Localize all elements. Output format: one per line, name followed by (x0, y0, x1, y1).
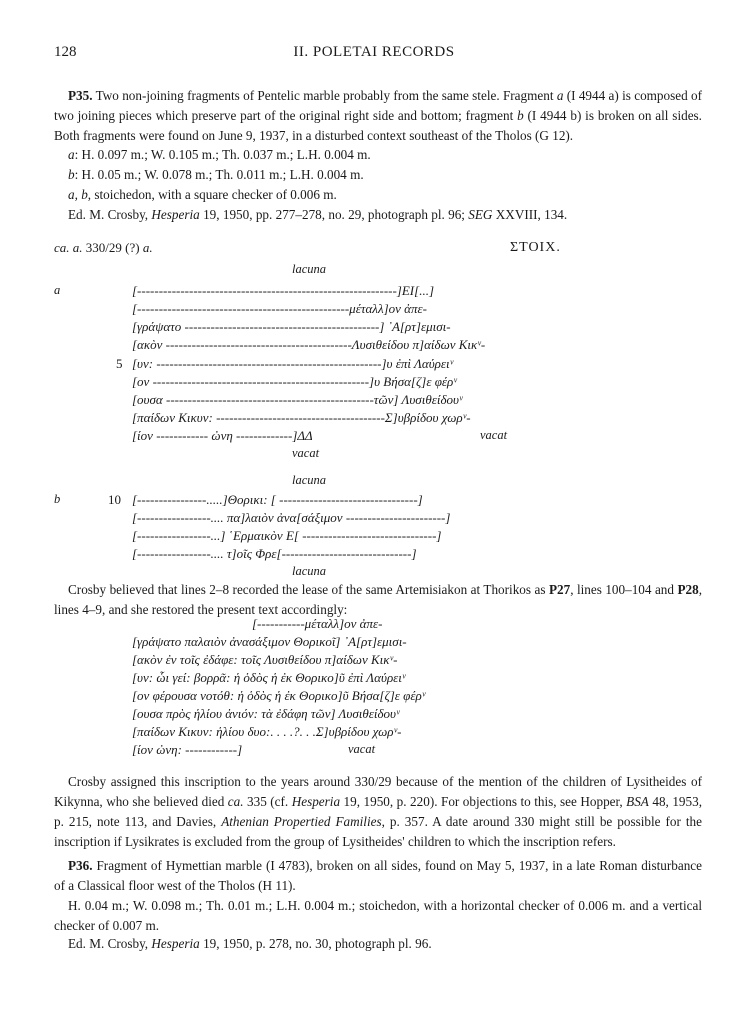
inscription-line: [ακὸν -------------------------------------------Λυσιθείδου π]αίδων Κικᵛ- (132, 337, 486, 352)
restoration-line: [ίον ὠνη: ------------] (132, 742, 243, 757)
line-number: 5 (116, 356, 123, 371)
p35-stoich: a, b, stoichedon, with a square checker of 0.006 m. (68, 187, 337, 202)
p36-id: P36. (68, 858, 93, 873)
fragment-a-label: a (54, 283, 61, 297)
p35-intro: P35. Two non-joining fragments of Pentelic marble probably from the same stele. Fragment a (I 4944 a) is composed of two joining pieces which preserve part of the original right side and bottom; fragment b (I 4944 b) is broken on all sides. Both fragments were found on June 9, 1937, in a disturbed context southeast of the Tholos (G 12). (54, 88, 702, 143)
p36-edition: Ed. M. Crosby, Hesperia 19, 1950, p. 278, no. 30, photograph pl. 96. (68, 936, 432, 951)
restoration-line: [γράψατο παλαιὸν ἀνασάξιμον Θορικοῖ] ᾽Α[ρτ]εμισι- (132, 634, 407, 649)
commentary-paragraph: Crosby believed that lines 2–8 recorded the lease of the same Artemisiakon at Thorikos as P27, lines 100–104 and P28, lines 4–9, and she restored the present text accordingly: (54, 582, 702, 617)
restoration-line: [υν: ὧι γεί: βορρᾶ: ἡ ὁδὸς ἡ ἐκ Θορικο]ῦ ἐπὶ Λαύρειᵛ (132, 670, 406, 685)
line-number: 10 (108, 492, 121, 507)
commentary-paragraph: Crosby assigned this inscription to the years around 330/29 because of the mention of the children of Lysitheides of Kikynna, who she believed died ca. 335 (cf. Hesperia 19, 1950, p. 220). For objections to this, see Hopper, BSA 48, 1953, p. 215, note 113, and Davies, Athenian Propertied Families, p. 357. A date around 330 might still be possible for the inscription if Lysikrates is excluded from the group of Lysitheides' children to which the inscription refers. (54, 774, 702, 849)
lacuna-label: lacuna (292, 564, 327, 578)
inscription-line: [παίδων Κικυν: ---------------------------------------Σ]υβρίδου χωρᵛ- (132, 410, 471, 425)
lacuna-label: lacuna (292, 262, 327, 276)
p36-dims: H. 0.04 m.; W. 0.098 m.; Th. 0.01 m.; L.H. 0.004 m.; stoichedon, with a horizontal checker of 0.006 m. and a vertical checker of 0.007 m. (54, 898, 702, 933)
p36-intro: P36. Fragment of Hymettian marble (I 4783), broken on all sides, found on May 5, 1937, in a late Roman disturbance of a Classical floor west of the Tholos (H 11). (54, 858, 702, 893)
inscription-line: [γράψατο ---------------------------------------------] ᾽Α[ρτ]εμισι- (132, 319, 451, 334)
vacat-label: vacat (292, 446, 320, 460)
vacat-label: vacat (348, 742, 376, 756)
p35-dims-a: a: H. 0.097 m.; W. 0.105 m.; Th. 0.037 m.; L.H. 0.004 m. (68, 147, 371, 162)
p35-dims-b: b: H. 0.05 m.; W. 0.078 m.; Th. 0.011 m.; L.H. 0.004 m. (68, 167, 364, 182)
inscription-line: [-----------------.... τ]οῖς Φρε[------------------------------] (132, 546, 417, 561)
p35-edition: Ed. M. Crosby, Hesperia 19, 1950, pp. 277–278, no. 29, photograph pl. 96; SEG XXVIII, 134. (68, 207, 568, 222)
inscription-line: [-----------------...] ῾Ερμαικὸν Ε[ -------------------------------] (132, 528, 442, 543)
inscription-line: [ίον ------------ ὠνη -------------]ΔΔ (132, 428, 313, 443)
date-line: ca. a. 330/29 (?) a. (54, 240, 153, 255)
inscription-line: [-----------------.... πα]λαιὸν ἀνα[σάξιμον -----------------------] (132, 510, 451, 525)
lacuna-label: lacuna (292, 473, 327, 487)
restoration-line: [ουσα πρὸς ἡλίου ἀνιόν: τὰ ἐδάφη τῶν] Λυσιθείδουᵛ (132, 706, 400, 721)
page-number: 128 (54, 44, 77, 60)
restoration-line: [παίδων Κικυν: ἡλίου δυο:. . . .?. . .Σ]υβρίδου χωρᵛ- (132, 724, 402, 739)
inscription-line: [ον --------------------------------------------------]υ Βήσα[ζ]ε φέρᵛ (132, 374, 457, 389)
p35-id: P35. (68, 88, 93, 103)
running-title: II. POLETAI RECORDS (293, 44, 455, 60)
inscription-line: [----------------.....]Θορικι: [ --------------------------------] (132, 492, 423, 507)
fragment-b-label: b (54, 492, 61, 506)
restoration-line: [ον φέρουσα νοτόθ: ἡ ὁδὸς ἡ ἐκ Θορικο]ῦ Βήσα[ζ]ε φέρᵛ (132, 688, 426, 703)
inscription-line: [------------------------------------------------------------]ΕΙ[...] (132, 283, 435, 298)
inscription-line: [-------------------------------------------------μέταλλ]ον ἀπε- (132, 301, 427, 316)
inscription-line: [ουσα ------------------------------------------------τῶν] Λυσιθείδουᵛ (132, 392, 463, 407)
restoration-line: [ακὸν ἐν τοῖς ἐδάφε: τοῖς Λυσιθείδου π]αίδων Κικᵛ- (132, 652, 398, 667)
restoration-line: [-----------μέταλλ]ον ἀπε- (252, 616, 383, 631)
vacat-label: vacat (480, 428, 508, 442)
stoichedon-label: ΣΤΟΙΧ. (510, 240, 561, 255)
inscription-line: [υν: ----------------------------------------------------]υ ἐπὶ Λαύρειᵛ (132, 356, 454, 371)
